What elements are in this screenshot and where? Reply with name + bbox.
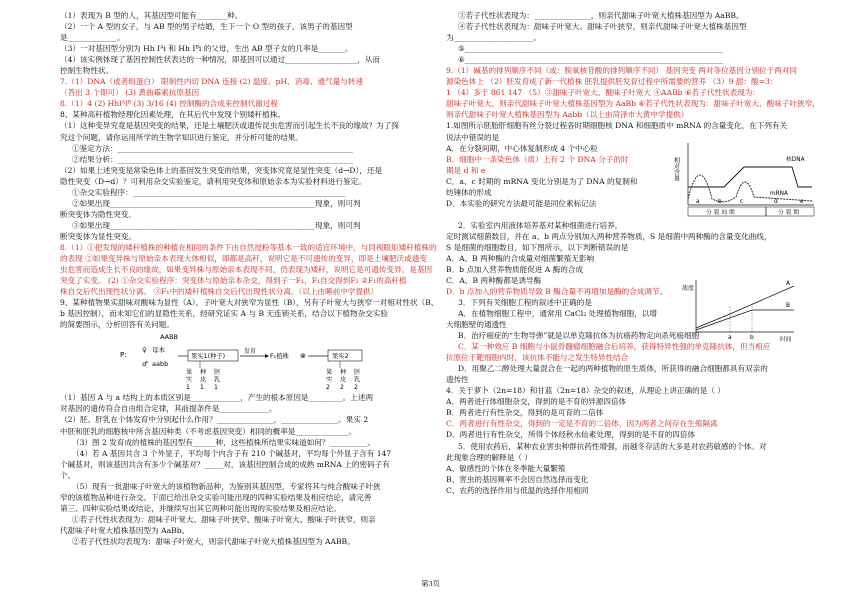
cross-diagram-svg	[60, 330, 428, 392]
q1-phase-label: c	[740, 198, 744, 205]
text-line: B．细胞中一条染色体（质）上有 2 个 DNA 分子的时	[446, 154, 629, 164]
text-line: 代甜味子叶宽大植株基因型为 AaBb。	[60, 525, 190, 535]
text-line: 第三、四种实验结果或结论，并继续写出其它两种可能出现的实验结果及相应结论。	[60, 503, 341, 513]
q1-phase-label: a	[696, 198, 700, 205]
text-line: （1）基因 A 与 a 结构上的本质区别是_____________，产生的根本原因是_________。上述两	[60, 393, 374, 403]
fig-symbol-female: ♀	[142, 346, 147, 355]
fig-part-char: 1	[186, 384, 190, 392]
fig-part-char: 1	[214, 384, 218, 392]
q2-curve-a	[696, 286, 794, 328]
fig-part-char: 胚	[354, 369, 361, 377]
text-line: 控制生物性状。	[60, 66, 114, 76]
text-line: 为_____________________。	[446, 33, 541, 43]
q1-dna-mrna-chart	[674, 137, 820, 227]
q1-mrna-line	[688, 175, 812, 202]
text-line: 2．实验室内用液体培养基对某种细菌进行培养，	[458, 220, 623, 230]
q1-ylabel: 相对含量	[672, 156, 680, 181]
text-line: 说法中错误的是	[446, 132, 500, 142]
text-line: （2）如果上述突变是常染色体上的基因发生突变的结果，突变体究竟是显性突变（d→D），还是	[60, 165, 383, 175]
text-line: 虫危害而造成生长不良的缘故，如果变异株与原始亲本表现不同，仍表现为矮秆，说明它是可遗传变异，是基因	[60, 265, 433, 275]
text-line: 8.（1）①把发现的矮秆植株的种植在相同的条件下由自然授粉等基本一致的适宜环境中，与同视眼矩矮秆植株的	[60, 242, 437, 252]
text-line: b 基因控制），而未知它们的显隐性关系，经研究证实 A 与 B 无连锁关系，结合以下植物杂交实验	[60, 309, 388, 319]
text-line: A．在分裂间期，中心体复制形成 4 个中心粒	[446, 143, 598, 153]
q1-legend-mrna: mRNA	[770, 190, 788, 197]
fig-female-label: 母本	[152, 346, 165, 355]
fig-part-char: 果	[326, 369, 333, 377]
text-line: B、害虫的基因频率不会因自然选择而变化	[446, 474, 589, 484]
q2-xlabel: 时间	[780, 336, 792, 343]
fig-male-label: aabb	[152, 360, 169, 369]
fig-arrow1-label: 发育	[244, 348, 257, 356]
text-line: （2）一个 A 型的女子，与 AB 型的男子结婚，生下一个 O 型的孩子，该男子的基因型	[60, 22, 353, 32]
fig-part-char: 2	[326, 384, 330, 392]
text-line: ②结果分析：______________________________________________________________	[72, 154, 353, 164]
text-line: 定时测试细菌数目，并在 a、b 两点分别加入两种营养物质，S 是细菌中两种酶的含量变化曲线，	[446, 231, 772, 241]
fig-selfing: ⊗	[300, 352, 306, 361]
question1-options	[446, 143, 676, 209]
text-line: （答出 3 个即可） (3) 黄曲霉素抗原基因	[60, 88, 200, 98]
text-line: 突变了实变。 (2) ①杂交实验程序：突变体与原始亲本杂交，得到子一F₁，F₁自交得到F₂ ②F₁的高秆植	[60, 276, 407, 286]
text-line: 期是 d 和 e	[446, 165, 486, 175]
text-line: 中胚和胚乳的细胞核中所含基因种类（不考虑基因突变）相同的概率是______________。	[60, 426, 357, 436]
text-line: 遗传性	[446, 375, 469, 385]
text-line: 隐性突变（D→d）？可利用杂交实验鉴定，请利用突变体和原始亲本为实验材料进行鉴定。	[60, 176, 366, 186]
text-line: ③如果出现______________________________________________________现象，则可判	[72, 220, 361, 230]
fig-part-char: 乳	[214, 376, 221, 384]
text-line: ④若子代性状表现为：甜味子叶宽大、甜味子叶狭窄，则亲代甜味子叶宽大植株基因型	[458, 22, 747, 32]
q1-stage2: 分 裂 期	[778, 209, 800, 216]
text-line: D．用聚乙二醇处理大量混合在一起的两种植物的原生质体，所获得的融合细胞都具有双亲的	[458, 364, 768, 374]
text-line: 1 （4）多于 861 147 （5）③甜味子叶宽大、酸味子叶宽大 ④AABb ⑥若子代性状表现为：	[446, 88, 760, 98]
text-line: 9.（1）碱基的排列顺序不同（或：脱氧核苷酸的排列顺序不同） 基因突变 两对等位基因分别位于两对同	[446, 66, 798, 76]
text-line: 的表现 ②如果变异株与原始亲本表现大体相似，即都是高秆，说明它是不可遗传的变异，即是土壤肥沃或遗变	[60, 254, 427, 264]
text-line: C．A、B 两种酶都是诱导酶	[446, 275, 542, 285]
q2-mark-a: a	[728, 334, 732, 341]
text-line: D．两者进行有性杂交，所得个体经秋水仙素处理，得到的是不育的四倍体	[446, 430, 696, 440]
text-line: S 是细菌的细胞数目，如下图所示，以下判断错误的是	[446, 242, 629, 252]
fig-part-char: 胚	[214, 369, 221, 377]
fig-part-char: 2	[340, 384, 344, 392]
text-line: 8.（1）4 (2) Hhlᴬlᴮ (3) 3/16 (4) 控制酶的合成来控制代谢过程	[60, 99, 278, 109]
text-line: （3）图 2 发育成的植株的基因型有______种，这些植株所结果实味道如何？__________。	[72, 437, 376, 447]
text-line: 此现象合理的解释是（ ）	[446, 452, 532, 462]
left-text-block-b	[60, 392, 428, 547]
text-line: C、农药的选择作用与低温的选择作用相同	[446, 485, 589, 495]
text-line: 源染色体上 （2）胚发育成了新一代植株 胚乳提供胚发育过程中所需要的营养 （3）9 甜：酸=3：	[446, 77, 778, 87]
text-line: 3．下列有关细胞工程的叙述中正确的是	[458, 297, 592, 307]
left-column	[60, 10, 439, 547]
text-line: 窄的该植物品种进行杂交。下面已给出杂交实验可能出现的四种实验结果及相应结论，请完善	[60, 492, 372, 502]
text-line: 7.（1）DNA（或者组蛋白） 限制性内切 DNA 连接 (2) 温度、pH、消毒、通气量与转速	[60, 77, 364, 87]
text-line: ①鉴定方法：______________________________________________________________	[72, 143, 353, 153]
text-line: C．a、c 时期的 mRNA 变化分别是为了 DNA 的复制和	[446, 176, 638, 186]
text-line: 究这个问题，请你运用所学的生物学知识进行鉴定，并分析可能的结果。	[60, 132, 303, 142]
q1-phase-label: e	[800, 198, 804, 205]
plant-cross-figure	[60, 330, 428, 392]
fig-part-char: 皮	[200, 376, 207, 384]
text-line: 甜味子叶宽大，则亲代甜味子叶宽大植株基因型为 AaBb ⑥若子代性状表现为：甜味子叶宽大、酸味子叶狭窄，	[446, 99, 820, 109]
text-line: 断突变体为隐性突变。	[60, 209, 136, 219]
text-line: 个。	[60, 470, 76, 480]
fig-part-char: 2	[354, 384, 358, 392]
text-line: 则亲代甜味子叶宽大植株基因型为 Aabb（以上由菏泽市大黄中学提供）	[446, 110, 689, 120]
fig-parts-right	[326, 368, 361, 391]
text-line: （1）表现为 B 型的人，其基因型可能有________种。	[60, 11, 243, 20]
text-line: （1）这种变异究竟是基因突变的结果，还是土壤肥沃或遗传昆虫危害而引起生长不良的缘故？为了探	[60, 121, 399, 131]
q1-dna-line	[688, 167, 812, 187]
text-line: （4）若 A 基因共含 3 个外显子，平均每个内含子有 210 个碱基对，平均每个外显子含有 147	[72, 448, 392, 458]
fig-part-char: 皮	[340, 376, 347, 384]
q2-curve-a-label: A	[786, 280, 790, 287]
fig-symbol-male: ♂	[142, 360, 148, 369]
text-line: 1.如图所示胚胎肝细胞有丝分裂过程各时期细胞核 DNA 和细胞质中 mRNA 的含量变化，在下列有关	[446, 121, 788, 131]
text-line: 是_____________。	[60, 33, 125, 43]
left-text-block-a	[60, 10, 439, 330]
text-line: D．b 点加入的营养物质导致 B 酶合量不再增加是酶的合成调节。	[446, 286, 668, 296]
text-line: （3）一对基因型分别为 Hh Iᴬi 和 Hh Iᴮi 的父母，生出 AB 型子女的几率是_______。	[60, 44, 353, 54]
fig-f1: F₁植株	[270, 353, 289, 361]
text-line: A、敏感性的个体在冬季能大量繁殖	[446, 463, 566, 473]
text-line: ③若子代性状表现为：_______________，则亲代甜味子叶宽大植株基因型为 AaBB。	[458, 11, 744, 20]
text-line: C．某一种效应 B 细胞与小鼠骨髓瘤细胞融合后培养，获得特异性强的单克隆抗体，但当相应	[458, 342, 771, 352]
text-line: （4）该实例体现了基因控制性状表达的一种情况，即基因可以通过___________________，从而	[60, 55, 380, 65]
text-line: 株自交后代出现性状分离。 ③F₁中的矮秆植株自交后代出现性状分离。（以上由睡前中学提供）	[60, 287, 379, 297]
right-text-block-a	[446, 10, 818, 143]
text-line: C．两者进行有性杂交，得到的一定是不育的二倍体，因为两者之间存在生殖隔离	[446, 419, 718, 429]
text-line: B．治疗癌症的“生物导弹”就是以单克隆抗体为抗癌药物定向杀死癌细胞	[458, 331, 700, 341]
text-line: 8、某种高秆植物经理化因素处理，在其后代中发现个别矮秆植株。	[60, 110, 286, 120]
page-footer: 第3页	[421, 579, 440, 588]
text-line: ②如果出现______________________________________________________现象，则可判	[72, 198, 361, 208]
fig-fruit2: 果实2	[332, 353, 349, 361]
text-line: B．两者进行有性杂交，得到的是可育的二倍体	[446, 408, 604, 418]
text-line: 9、某种植物果实甜味对酸味为显性（A），子叶宽大对狭窄为显性（B），另有子叶宽大与狭窄一对相对性状（B、	[60, 298, 439, 308]
q1-stage1: 分 裂 间 期	[706, 209, 735, 216]
fig-part-char: 乳	[354, 376, 361, 384]
text-line: B．b 点加入营养物质能促进 A 酶的合成	[446, 264, 584, 274]
q2-curve-b-label: B	[786, 302, 790, 309]
text-line: 5．使用农药后，某种农业害虫种群抗药性增强，而越冬存活的大多是对农药敏感的个体。对	[458, 441, 767, 451]
text-line: （5）现有一批甜味子叶宽大的该植物新品种，为鉴别其基因型，专家将其与纯合酸味子叶狭	[72, 481, 381, 491]
text-line: 4．关于萝卜（2n=18）和甘蓝（2n=18）杂交的叙述，从理论上讲正确的是（ ）	[446, 386, 725, 396]
text-line: D．本实验的研究方法最可能是同位素标记法	[446, 198, 597, 208]
q2-curve-b	[696, 310, 794, 330]
text-line: 断突变体为显性突变。	[60, 231, 136, 241]
text-line: ①若子代性状表现为：甜味子叶宽大、甜味子叶狭窄、酸味子叶宽大、酸味子叶狭窄，则亲	[72, 514, 376, 524]
fig-seed1: 果实1(种子)	[191, 353, 226, 361]
text-line: A．两者进行体细胞杂交，得到的是不育的异源四倍体	[446, 397, 627, 407]
fig-part-char: 种	[340, 369, 347, 377]
text-line: 抗原位于靶细胞内时，该抗体不能与之发生特异性结合	[446, 353, 629, 363]
q2-enzyme-chart	[682, 276, 802, 344]
fig-part-char: 果	[186, 369, 193, 377]
fig-parts-left	[186, 368, 221, 391]
q1-phase-label: b	[718, 198, 722, 205]
text-line: ②若子代性状均表现为：甜味子叶宽大，则亲代甜味子叶宽大植株基因型为 AABB。	[72, 536, 355, 546]
text-line: 个碱基对，则该基因共含有多少个碱基对？_____对，该基因控制合成的成熟 mRNA 上的密码子有	[60, 459, 390, 469]
text-line: 对基因的遗传符合自由组合定律，其前提条件是_____________。	[60, 404, 277, 414]
text-line: A．A、B 两种酶的合成量对细菌繁殖无影响	[446, 253, 595, 263]
fig-part-char: 实	[326, 376, 333, 384]
fig-part-char: 1	[200, 384, 204, 392]
q1-phase-labels	[696, 199, 804, 205]
fig-part-char: 实	[186, 376, 193, 384]
text-line: 纺锤体的形成	[446, 187, 492, 197]
text-line: ⑥____________________________________________________________________	[458, 55, 723, 65]
q2-mark-b: b	[750, 334, 754, 341]
text-line: （2）胚、肝乳在个体发育中分别起什么作用？_______________，_______________。果实 2	[60, 415, 369, 425]
fig-part-char: 种	[200, 369, 207, 377]
text-line: 的简要图示，分析回答有关问题。	[60, 320, 174, 330]
q1-legend-dna: 核DNA	[786, 156, 805, 163]
text-line: ①杂交实验程序：________________________________________________________	[72, 187, 346, 197]
fig-p-label: P:	[120, 351, 127, 360]
fig-top-label: AABB	[160, 333, 178, 342]
right-column	[446, 10, 818, 496]
q1-phase-label: d	[774, 198, 778, 205]
text-line: A．在植物细胞工程中，通常用 CaCl₂ 处理植物细胞，以增	[458, 308, 657, 318]
text-line: 大细胞壁的通透性	[446, 319, 507, 329]
text-line: ⑤____________________________________________________________________	[458, 44, 723, 54]
question1-area	[446, 143, 818, 220]
fig-arrowhead	[265, 354, 269, 358]
q2-ylabel: 浓度	[682, 284, 695, 292]
